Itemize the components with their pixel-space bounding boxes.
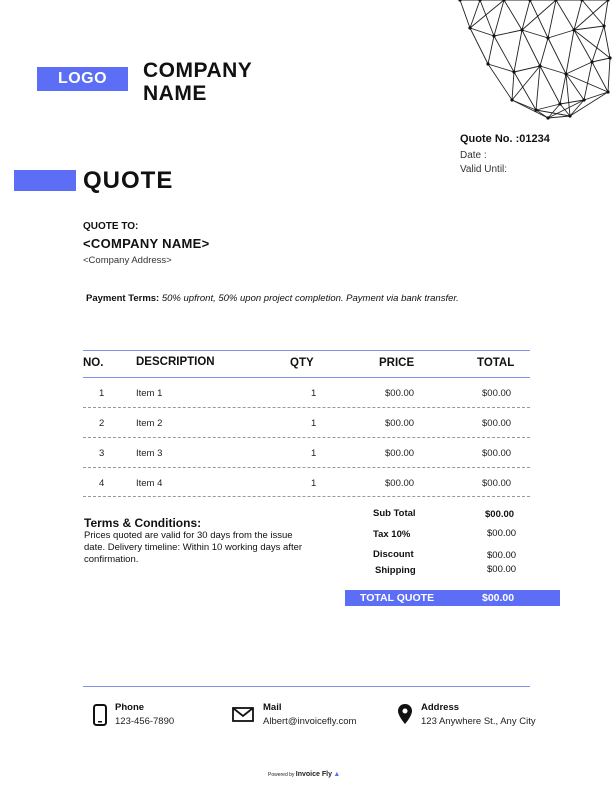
row-4-total: $00.00 [482,478,512,489]
brand-name: Invoice Fly [295,771,332,778]
geo-line [536,66,540,110]
geo-line [514,72,536,110]
row-4-qty: 1 [311,478,317,489]
geo-line [574,30,610,58]
tax-value: $00.00 [487,528,517,539]
logo: LOGO [37,67,128,91]
terms-title: Terms & Conditions: [84,516,202,530]
geo-line [608,58,610,92]
powered-by-label: Powered by [268,772,295,778]
geo-node [492,34,495,37]
geo-line [494,0,504,36]
payment-terms-label: Payment Terms: [86,293,160,304]
company-name-line1: COMPANY [143,59,253,82]
geo-line [540,38,548,66]
row-4-description: Item 4 [136,478,163,489]
row-divider [83,437,530,438]
row-3-no: 3 [99,448,105,459]
geo-node [602,24,605,27]
total-quote-label: TOTAL QUOTE [360,592,435,604]
col-header-qty: QTY [290,357,314,369]
geo-line [536,104,560,110]
row-1-description: Item 1 [136,388,163,399]
geo-node [510,98,513,101]
geo-node [486,62,489,65]
payment-terms-text: 50% upfront, 50% upon project completion. Payment via bank transfer. [161,293,459,304]
geo-line [514,30,522,72]
discount-value: $00.00 [487,550,517,561]
geo-line [556,0,574,30]
row-2-no: 2 [99,418,105,429]
row-2-qty: 1 [311,418,317,429]
discount-label: Discount [373,549,414,560]
address-label: Address [421,702,460,713]
row-1-qty: 1 [311,388,317,399]
geo-node [468,26,471,29]
client-company-name: <COMPANY NAME> [83,236,210,251]
footer-rule [83,686,530,687]
row-4-no: 4 [99,478,105,489]
geo-node [538,64,541,67]
client-company-address: <Company Address> [83,255,172,266]
geo-line [494,30,522,36]
title-accent-bar [14,170,76,191]
geo-line [522,0,530,30]
geo-node [458,0,461,2]
geo-line [488,36,494,64]
geo-node [512,70,515,73]
total-quote-bar [345,590,560,606]
geo-line [488,64,512,100]
geo-line [592,62,608,92]
geo-line [604,0,608,26]
terms-body: Prices quoted are valid for 30 days from the issue date. Delivery timeline: Within 10 working days after confirmation. [84,530,303,565]
geo-node [478,0,481,2]
mail-value: Albert@invoicefly.com [263,716,357,727]
row-2-description: Item 2 [136,418,163,429]
shipping-label: Shipping [375,565,416,576]
geo-line [566,62,592,74]
phone-value: 123-456-7890 [115,716,175,727]
row-1-price: $00.00 [385,388,415,399]
quote-number: Quote No. :01234 [460,133,550,145]
geo-node [608,56,611,59]
geo-line [566,74,570,116]
row-1-total: $00.00 [482,388,512,399]
valid-until-label: Valid Until: [460,164,508,175]
shipping-value: $00.00 [487,564,517,575]
geo-node [546,116,549,119]
geo-line [592,58,610,62]
page-title: QUOTE [83,167,174,194]
row-3-price: $00.00 [385,448,415,459]
geo-node [520,28,523,31]
row-3-qty: 1 [311,448,317,459]
powered-by [268,771,340,778]
geo-line [604,26,610,58]
row-divider [83,467,530,468]
date-label: Date : [460,150,487,161]
geo-line [584,62,592,100]
geo-line [530,0,548,38]
brand-logo-icon: ▲ [333,771,341,778]
col-header-description: DESCRIPTION [136,356,215,368]
quote-to-label: QUOTE TO: [83,221,139,232]
map-pin-icon [398,704,412,724]
geo-line [592,26,604,62]
row-3-total: $00.00 [482,448,512,459]
row-2-price: $00.00 [385,418,415,429]
geo-node [590,60,593,63]
geo-node [568,114,571,117]
geo-line [512,72,514,100]
total-quote-value: $00.00 [482,592,515,604]
tax-label: Tax 10% [373,529,411,540]
payment-terms [86,293,459,304]
geo-node [546,36,549,39]
subtotal-label: Sub Total [373,508,416,519]
geo-node [534,108,537,111]
envelope-icon [232,707,254,722]
geo-line [574,0,582,30]
table-header-rule [83,377,530,378]
company-name-line2: NAME [143,82,207,105]
geo-line [560,74,566,104]
row-divider [83,407,530,408]
geo-line [512,100,548,118]
geo-node [558,102,561,105]
phone-label: Phone [115,702,145,713]
address-value: 123 Anywhere St., Any City [421,716,536,727]
geo-line [548,30,574,38]
geo-line [522,30,540,66]
company-name [143,59,303,105]
col-header-total: TOTAL [477,357,515,369]
geo-node [582,98,585,101]
geo-line [460,0,470,28]
row-3-description: Item 3 [136,448,163,459]
geo-line [574,30,592,62]
row-1-no: 1 [99,388,105,399]
geo-line [584,92,608,100]
col-header-no: NO. [83,357,104,369]
table-top-rule [83,350,530,351]
geo-line [566,30,574,74]
row-4-price: $00.00 [385,478,415,489]
row-divider [83,496,530,497]
geo-node [606,90,609,93]
geo-line [504,0,522,30]
geo-node [572,28,575,31]
row-2-total: $00.00 [482,418,512,429]
geometric-decoration [452,0,612,120]
geo-node [564,72,567,75]
phone-icon [93,704,107,726]
col-header-price: PRICE [379,357,415,369]
mail-label: Mail [263,702,282,713]
geo-line [548,38,566,74]
subtotal-value: $00.00 [485,509,515,520]
